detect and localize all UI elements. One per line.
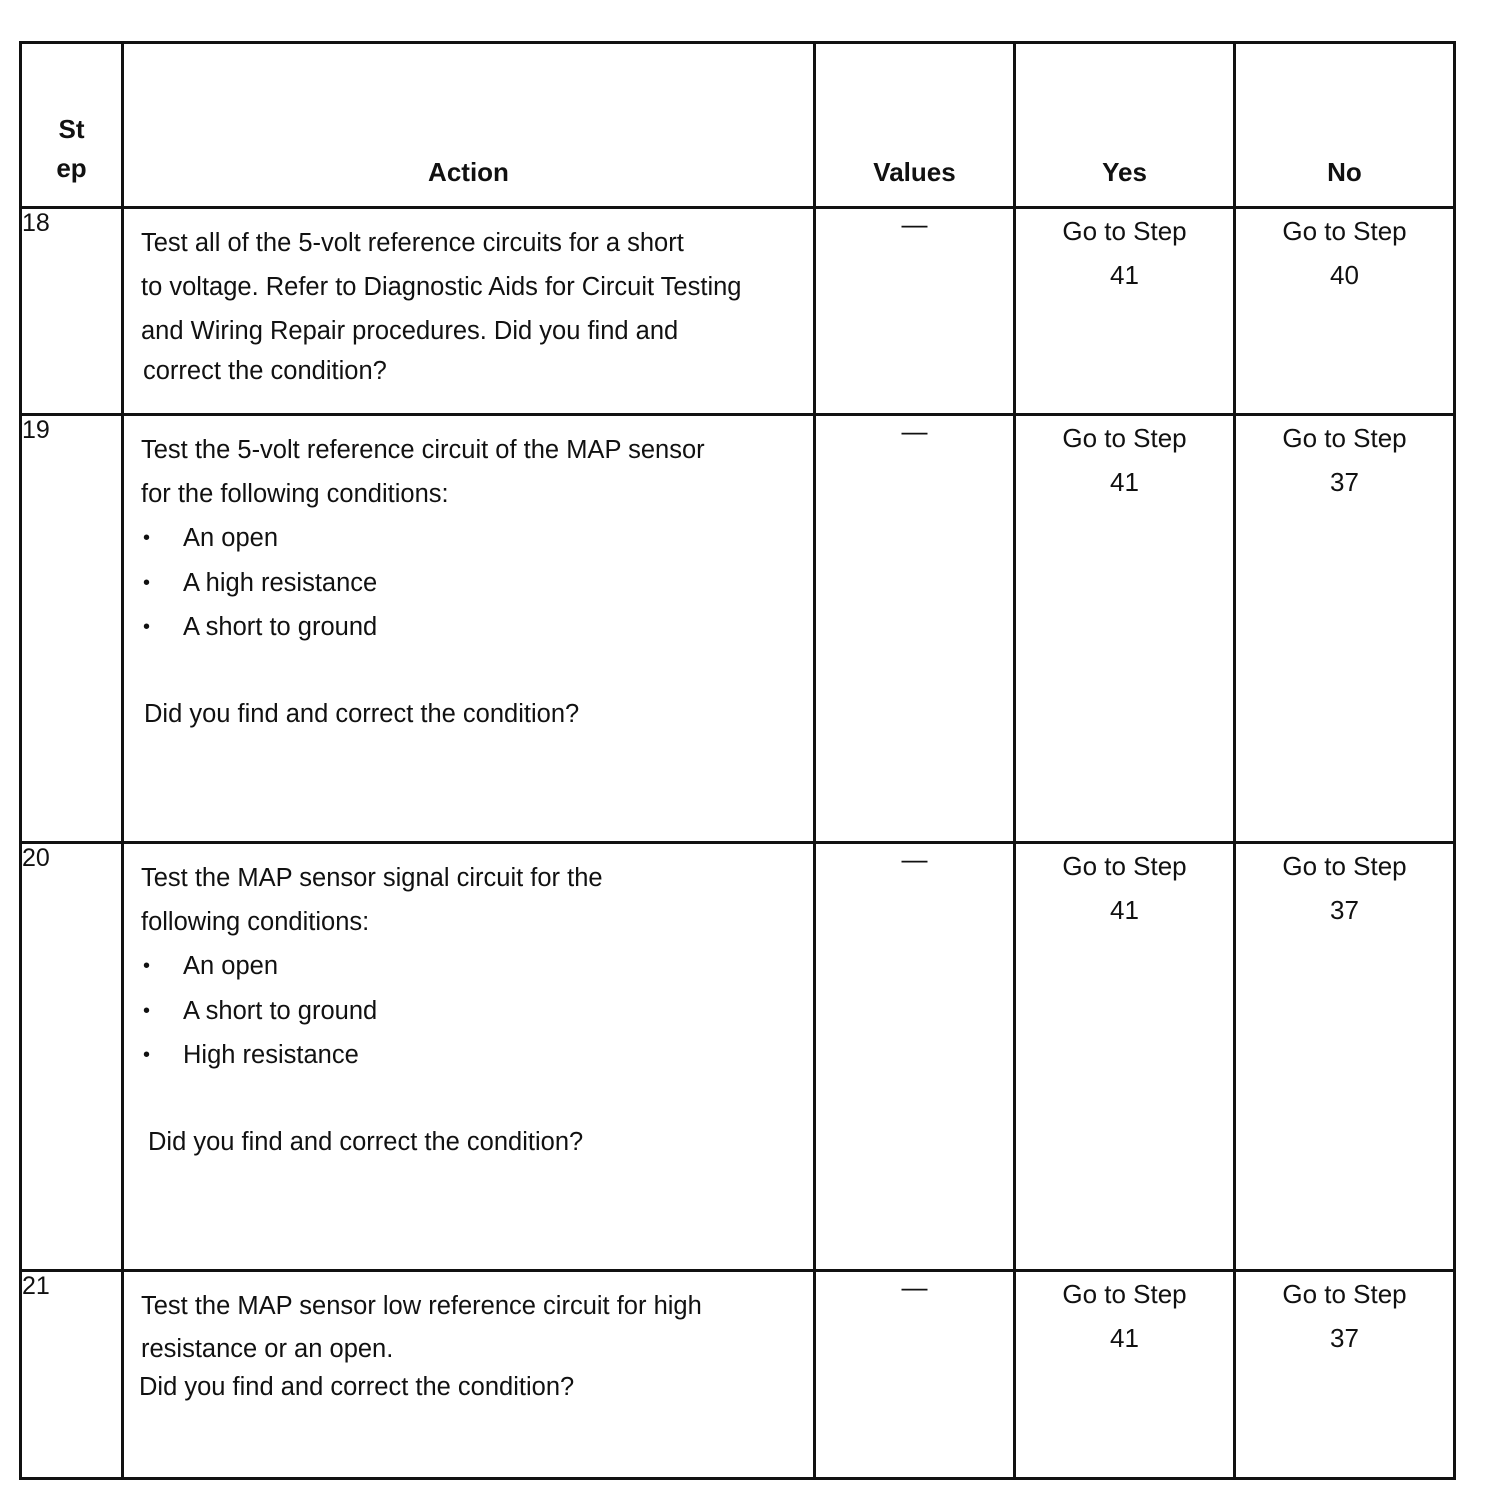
no-go-to-label: Go to Step: [1282, 423, 1407, 453]
action-question: Did you find and correct the condition?: [144, 699, 580, 728]
value-cell: —: [815, 415, 1015, 843]
bullet: •: [143, 616, 151, 639]
step-number: 18: [21, 208, 123, 415]
action-question: Did you find and correct the condition?: [139, 1373, 575, 1401]
yes-step-number: 41: [1110, 1323, 1139, 1353]
no-go-to-label: Go to Step: [1282, 1279, 1407, 1309]
yes-go-to-label: Go to Step: [1062, 1279, 1187, 1309]
header-values: Values: [815, 43, 1015, 208]
no-step-number: 37: [1330, 895, 1359, 925]
step-number: 20: [21, 843, 123, 1271]
table-row: [21, 208, 1455, 415]
action-cell: [123, 843, 815, 1271]
list-item-text: An open: [183, 524, 279, 553]
bullet: •: [143, 571, 151, 594]
list-item: [141, 561, 813, 606]
bullet: •: [143, 999, 151, 1022]
condition-list: [141, 516, 813, 650]
value-cell: —: [815, 843, 1015, 1271]
table-row: [21, 1271, 1455, 1479]
yes-cell: [1015, 843, 1235, 1271]
header-yes: Yes: [1015, 43, 1235, 208]
action-line: Test the MAP sensor low reference circuit for high: [141, 1292, 702, 1320]
action-cell: [123, 208, 815, 415]
value-cell: —: [815, 1271, 1015, 1479]
yes-step-number: 41: [1110, 467, 1139, 497]
action-line: Test the 5-volt reference circuit of the MAP sensor: [141, 436, 705, 464]
action-line: to voltage. Refer to Diagnostic Aids for Circuit Testing: [141, 273, 742, 301]
action-question: Did you find and correct the condition?: [148, 1127, 584, 1156]
diagnostic-table: [19, 41, 1456, 1480]
action-cell: [123, 415, 815, 843]
list-item: [141, 989, 813, 1034]
list-item-text: A high resistance: [183, 568, 378, 597]
no-step-number: 40: [1330, 260, 1359, 290]
step-number: 19: [21, 415, 123, 843]
list-item: [141, 516, 813, 561]
value-cell: —: [815, 208, 1015, 415]
no-step-number: 37: [1330, 467, 1359, 497]
no-go-to-label: Go to Step: [1282, 216, 1407, 246]
list-item-text: An open: [183, 952, 279, 981]
no-step-number: 37: [1330, 1323, 1359, 1353]
no-cell: [1235, 208, 1455, 415]
no-cell: [1235, 843, 1455, 1271]
header-step-line1: St: [58, 114, 85, 144]
list-item-text: A short to ground: [183, 613, 378, 642]
list-item: [141, 944, 813, 989]
table-row: [21, 843, 1455, 1271]
action-line: and Wiring Repair procedures. Did you find and: [141, 317, 679, 345]
no-go-to-label: Go to Step: [1282, 851, 1407, 881]
bullet: •: [143, 955, 151, 978]
yes-step-number: 41: [1110, 895, 1139, 925]
list-item-text: A short to ground: [183, 996, 378, 1025]
yes-go-to-label: Go to Step: [1062, 216, 1187, 246]
yes-cell: [1015, 208, 1235, 415]
action-line: for the following conditions:: [141, 480, 449, 508]
action-line: Test all of the 5-volt reference circuits for a short: [141, 229, 684, 257]
action-cell: [123, 1271, 815, 1479]
header-step: [21, 43, 123, 208]
action-line: Test the MAP sensor signal circuit for the: [141, 864, 603, 892]
yes-go-to-label: Go to Step: [1062, 851, 1187, 881]
table-row: [21, 415, 1455, 843]
list-item: [141, 605, 813, 650]
header-row: [21, 43, 1455, 208]
no-cell: [1235, 415, 1455, 843]
yes-go-to-label: Go to Step: [1062, 423, 1187, 453]
yes-cell: [1015, 1271, 1235, 1479]
condition-list: [141, 944, 813, 1078]
action-line: correct the condition?: [143, 357, 387, 385]
header-step-line2: ep: [56, 153, 87, 183]
list-item-text: High resistance: [183, 1041, 359, 1070]
no-cell: [1235, 1271, 1455, 1479]
action-line: resistance or an open.: [141, 1335, 394, 1363]
yes-cell: [1015, 415, 1235, 843]
header-no: No: [1235, 43, 1455, 208]
list-item: [141, 1033, 813, 1078]
header-action: Action: [123, 43, 815, 208]
bullet: •: [143, 527, 151, 550]
step-number: 21: [21, 1271, 123, 1479]
yes-step-number: 41: [1110, 260, 1139, 290]
action-line: following conditions:: [141, 908, 370, 936]
bullet: •: [143, 1044, 151, 1067]
